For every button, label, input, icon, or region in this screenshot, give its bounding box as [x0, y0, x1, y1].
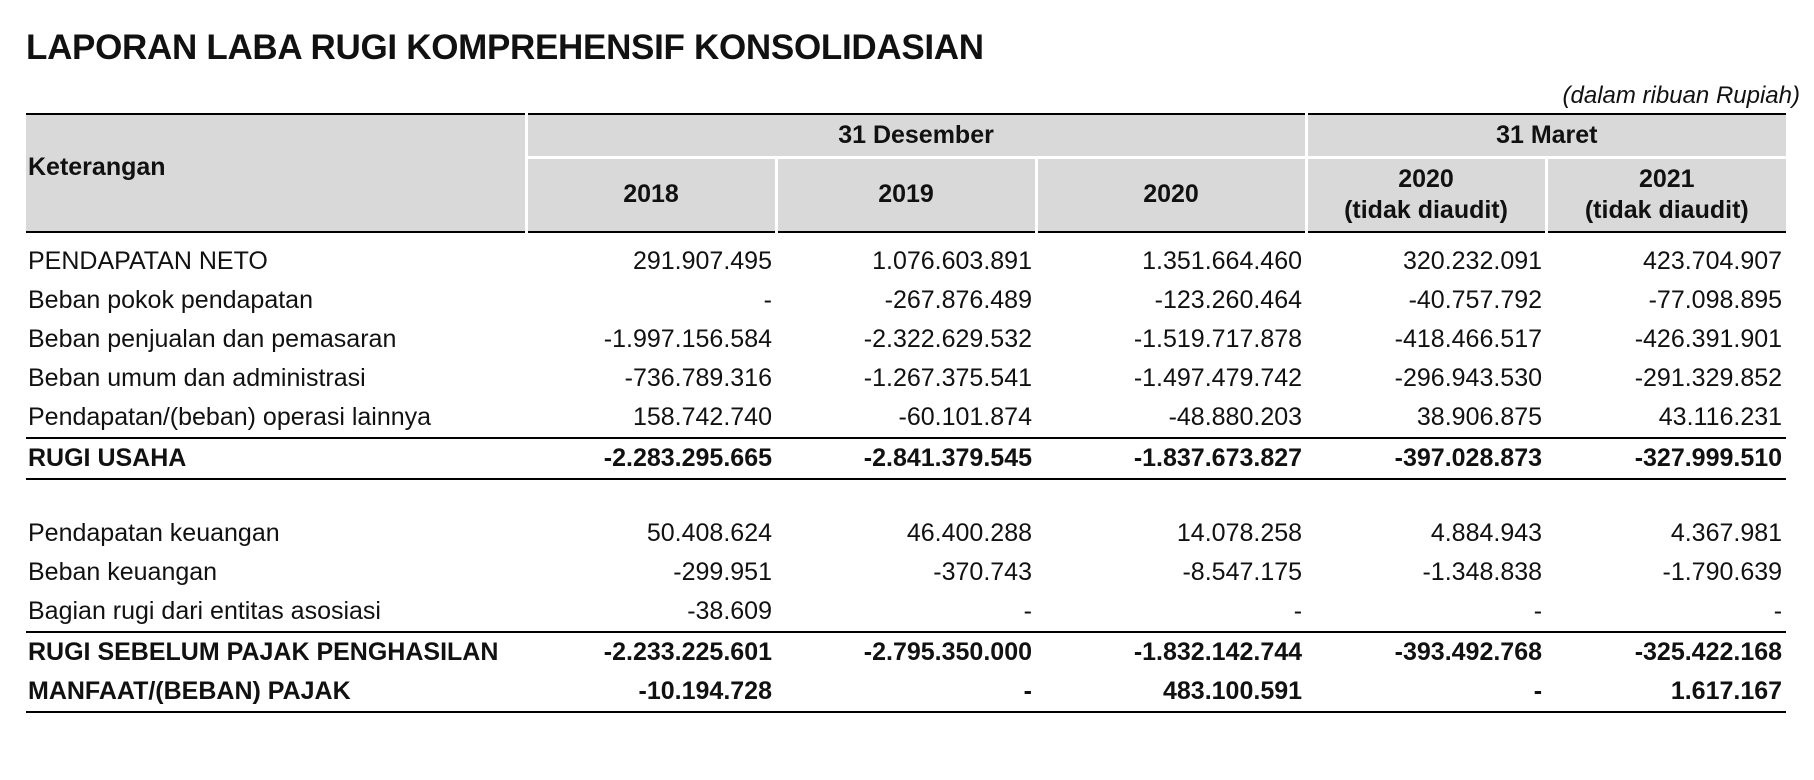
row-value: -267.876.489 — [884, 286, 1032, 314]
row-value: 4.367.981 — [1670, 519, 1783, 547]
row-label: Pendapatan/(beban) operasi lainnya — [28, 403, 432, 431]
row-value: -1.997.156.584 — [603, 325, 772, 353]
row-value: -736.789.316 — [624, 364, 772, 392]
row-value: -370.743 — [933, 558, 1032, 586]
row-value: 50.408.624 — [646, 519, 772, 547]
table-row — [26, 514, 1786, 553]
header-year-col-5 — [1546, 158, 1786, 233]
table-row — [26, 592, 1786, 632]
year-label: 2020 — [1143, 180, 1199, 209]
row-value: 38.906.875 — [1416, 403, 1543, 431]
row-label: PENDAPATAN NETO — [28, 246, 268, 275]
row-value: -327.999.510 — [1546, 438, 1786, 479]
header-row-groups — [26, 114, 1786, 158]
row-label: Beban keuangan — [28, 558, 218, 586]
income-statement-table — [26, 113, 1786, 713]
row-label: Bagian rugi dari entitas asosiasi — [26, 592, 526, 632]
row-label: Beban penjualan dan pemasaran — [28, 325, 397, 353]
row-value: - — [1306, 592, 1546, 632]
row-value: -1.267.375.541 — [863, 364, 1032, 392]
table-row — [26, 232, 1786, 281]
row-value: -1.497.479.742 — [1133, 364, 1303, 392]
row-value: -397.028.873 — [1306, 438, 1546, 479]
row-value: -325.422.168 — [1634, 638, 1783, 666]
row-value: -38.609 — [526, 592, 776, 632]
row-value: 423.704.907 — [1643, 246, 1783, 275]
row-label: RUGI SEBELUM PAJAK PENGHASILAN — [28, 638, 499, 666]
table-row-subtotal — [26, 632, 1786, 672]
row-label: RUGI USAHA — [26, 438, 526, 479]
header-year-col-1 — [526, 158, 776, 233]
row-value: -2.841.379.545 — [776, 438, 1036, 479]
row-value: - — [1036, 592, 1306, 632]
year-label: 2020 — [1398, 164, 1454, 193]
header-keterangan: Keterangan — [26, 114, 526, 232]
header-year-col-2 — [776, 158, 1036, 233]
spacer-cell — [26, 479, 1786, 514]
table-row — [26, 359, 1786, 398]
row-value: -8.547.175 — [1182, 558, 1303, 586]
report-title: LAPORAN LABA RUGI KOMPREHENSIF KONSOLIDASIAN — [26, 28, 984, 67]
row-value: 4.884.943 — [1430, 519, 1543, 547]
row-value: -2.233.225.601 — [603, 638, 772, 666]
row-value: 291.907.495 — [632, 246, 772, 275]
row-value: -40.757.792 — [1408, 286, 1543, 314]
header-group-march: 31 Maret — [1306, 114, 1786, 158]
header-year-col-3 — [1036, 158, 1306, 233]
row-label: Pendapatan keuangan — [28, 519, 280, 547]
row-value: -77.098.895 — [1648, 286, 1783, 314]
year-label: 2021 — [1638, 164, 1695, 193]
row-value: -426.391.901 — [1634, 325, 1783, 353]
unit-note: (dalam ribuan Rupiah) — [1562, 82, 1800, 109]
row-value: -296.943.530 — [1394, 364, 1543, 392]
header-year-col-4 — [1306, 158, 1546, 233]
table-row-subtotal — [26, 672, 1786, 712]
row-value: 1.617.167 — [1546, 672, 1786, 712]
row-value: -10.194.728 — [526, 672, 776, 712]
row-label: Beban umum dan administrasi — [28, 364, 366, 392]
table-row — [26, 553, 1786, 592]
row-value: 46.400.288 — [906, 519, 1032, 547]
table-row-subtotal — [26, 438, 1786, 479]
row-value: 158.742.740 — [632, 403, 772, 431]
row-value: -299.951 — [673, 558, 772, 586]
row-value: -291.329.852 — [1634, 364, 1783, 392]
row-label: MANFAAT/(BEBAN) PAJAK — [26, 672, 526, 712]
row-value: - — [763, 286, 772, 314]
row-value: 14.078.258 — [1176, 519, 1303, 547]
row-value: -1.519.717.878 — [1133, 325, 1303, 353]
row-value: 320.232.091 — [1403, 246, 1543, 275]
row-value: -1.790.639 — [1662, 558, 1783, 586]
row-value: -1.348.838 — [1422, 558, 1543, 586]
row-value: 1.351.664.460 — [1142, 246, 1303, 275]
row-value: -48.880.203 — [1168, 403, 1303, 431]
year-label: 2018 — [623, 180, 679, 209]
row-value: -2.283.295.665 — [526, 438, 776, 479]
row-value: 1.076.603.891 — [872, 246, 1032, 275]
row-value: - — [1546, 592, 1786, 632]
row-value: -418.466.517 — [1394, 325, 1543, 353]
row-value: -1.832.142.744 — [1133, 638, 1303, 666]
row-value: -123.260.464 — [1154, 286, 1303, 314]
row-value: -60.101.874 — [898, 403, 1032, 431]
table-row — [26, 281, 1786, 320]
row-value: - — [1306, 672, 1546, 712]
row-value: 483.100.591 — [1036, 672, 1306, 712]
row-value: - — [776, 672, 1036, 712]
row-value: 43.116.231 — [1658, 403, 1783, 431]
table-spacer-row — [26, 479, 1786, 514]
row-value: -2.795.350.000 — [863, 638, 1032, 666]
row-value: -1.837.673.827 — [1036, 438, 1306, 479]
row-label: Beban pokok pendapatan — [28, 286, 313, 314]
table-row — [26, 398, 1786, 438]
unaudited-note: (tidak diaudit) — [1344, 196, 1508, 224]
year-label: 2019 — [878, 180, 934, 209]
row-value: -2.322.629.532 — [863, 325, 1032, 353]
row-value: - — [776, 592, 1036, 632]
table-row — [26, 320, 1786, 359]
unaudited-note: (tidak diaudit) — [1584, 196, 1749, 224]
row-value: -393.492.768 — [1394, 638, 1543, 666]
header-group-december: 31 Desember — [526, 114, 1306, 158]
